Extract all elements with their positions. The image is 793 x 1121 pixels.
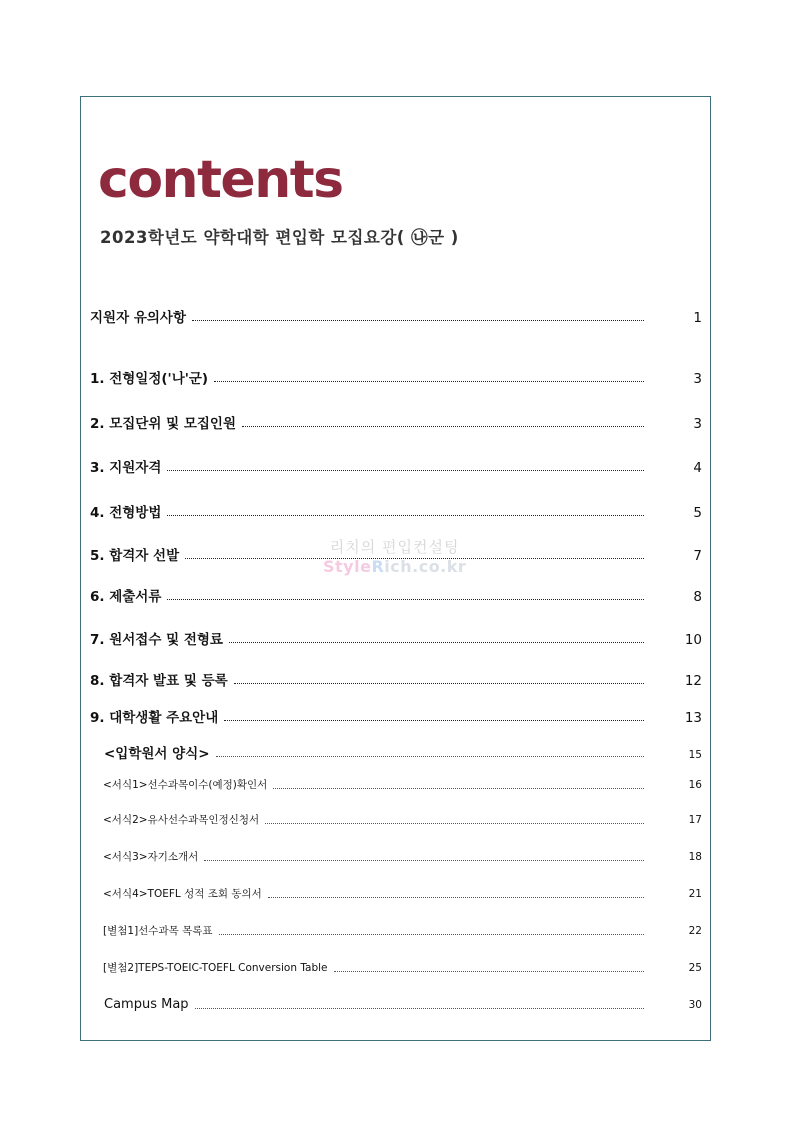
leader-dots xyxy=(273,788,644,789)
toc-entry-8[interactable] xyxy=(90,669,702,689)
toc-label: <서식3>자기소개서 xyxy=(103,851,199,863)
toc-label: 2. 모집단위 및 모집인원 xyxy=(90,416,236,432)
leader-dots xyxy=(167,470,644,471)
toc-entry-5[interactable] xyxy=(90,544,702,564)
toc-label: 지원자 유의사항 xyxy=(90,310,186,326)
leader-dots xyxy=(216,756,644,757)
leader-dots xyxy=(167,515,644,516)
toc-entry-6[interactable] xyxy=(90,585,702,605)
toc-page-number: 25 xyxy=(688,962,702,974)
watermark-style: Style xyxy=(323,557,372,576)
watermark-domain: ich.co.kr xyxy=(384,557,467,576)
toc-page-number: 16 xyxy=(688,779,702,791)
toc-page-number: 10 xyxy=(684,632,702,648)
toc-label: 7. 원서접수 및 전형료 xyxy=(90,632,223,648)
toc-label: 4. 전형방법 xyxy=(90,505,162,521)
toc-label: [별첨1]선수과목 목록표 xyxy=(103,925,213,937)
toc-entry-attachment1[interactable] xyxy=(103,923,702,938)
toc-page-number: 4 xyxy=(693,460,702,476)
toc-page-number: 22 xyxy=(688,925,702,937)
toc-label: <서식1>선수과목이수(예정)확인서 xyxy=(103,779,268,791)
toc-entry-3[interactable] xyxy=(90,456,702,476)
toc-page-number: 13 xyxy=(684,710,702,726)
document-subtitle: 2023학년도 약학대학 편입학 모집요강( ㉯군 ) xyxy=(100,228,459,247)
toc-entry-2[interactable] xyxy=(90,412,702,432)
leader-dots xyxy=(265,823,644,824)
toc-page-number: 21 xyxy=(688,888,702,900)
leader-dots xyxy=(234,683,644,684)
watermark-r: R xyxy=(371,557,385,576)
leader-dots xyxy=(334,971,645,972)
toc-label: 6. 제출서류 xyxy=(90,589,162,605)
toc-entry-attachment2[interactable] xyxy=(103,960,702,975)
leader-dots xyxy=(229,642,644,643)
toc-label: Campus Map xyxy=(104,997,189,1012)
toc-entry-application-forms[interactable] xyxy=(104,742,702,762)
watermark-line1: 리치의 편입컨설팅 xyxy=(329,538,460,556)
leader-dots xyxy=(195,1008,644,1009)
toc-page-number: 12 xyxy=(684,673,702,689)
toc-label: <서식2>유사선수과목인정신청서 xyxy=(103,814,260,826)
toc-page-number: 1 xyxy=(693,310,702,326)
toc-entry-form1[interactable] xyxy=(103,777,702,792)
toc-page-number: 7 xyxy=(693,548,702,564)
toc-label: 8. 합격자 발표 및 등록 xyxy=(90,673,228,689)
toc-entry-notice[interactable] xyxy=(90,306,702,326)
toc-label: <입학원서 양식> xyxy=(104,746,210,762)
toc-entry-campus-map[interactable] xyxy=(104,997,702,1012)
toc-page-number: 18 xyxy=(688,851,702,863)
toc-page-number: 5 xyxy=(693,505,702,521)
toc-entry-form3[interactable] xyxy=(103,849,702,864)
leader-dots xyxy=(242,426,644,427)
toc-page-number: 3 xyxy=(693,371,702,387)
leader-dots xyxy=(224,720,644,721)
contents-title: contents xyxy=(98,150,343,210)
toc-label: 5. 합격자 선발 xyxy=(90,548,180,564)
toc-page-number: 17 xyxy=(688,814,702,826)
leader-dots xyxy=(185,558,644,559)
toc-page-number: 15 xyxy=(688,749,702,761)
toc-label: 9. 대학생활 주요안내 xyxy=(90,710,219,726)
toc-entry-form2[interactable] xyxy=(103,812,702,827)
toc-entry-7[interactable] xyxy=(90,628,702,648)
leader-dots xyxy=(192,320,644,321)
toc-page-number: 8 xyxy=(693,589,702,605)
leader-dots xyxy=(219,934,645,935)
leader-dots xyxy=(204,860,644,861)
toc-entry-4[interactable] xyxy=(90,501,702,521)
leader-dots xyxy=(268,897,644,898)
toc-label: <서식4>TOEFL 성적 조회 동의서 xyxy=(103,888,262,900)
toc-page-number: 30 xyxy=(688,999,702,1011)
toc-label: [별첨2]TEPS-TOEIC-TOEFL Conversion Table xyxy=(103,962,328,974)
leader-dots xyxy=(214,381,644,382)
toc-entry-form4[interactable] xyxy=(103,886,702,901)
toc-label: 3. 지원자격 xyxy=(90,460,162,476)
toc-page-number: 3 xyxy=(693,416,702,432)
toc-label: 1. 전형일정('나'군) xyxy=(90,371,209,387)
toc-entry-1[interactable] xyxy=(90,367,702,387)
toc-entry-9[interactable] xyxy=(90,706,702,726)
leader-dots xyxy=(167,599,644,600)
